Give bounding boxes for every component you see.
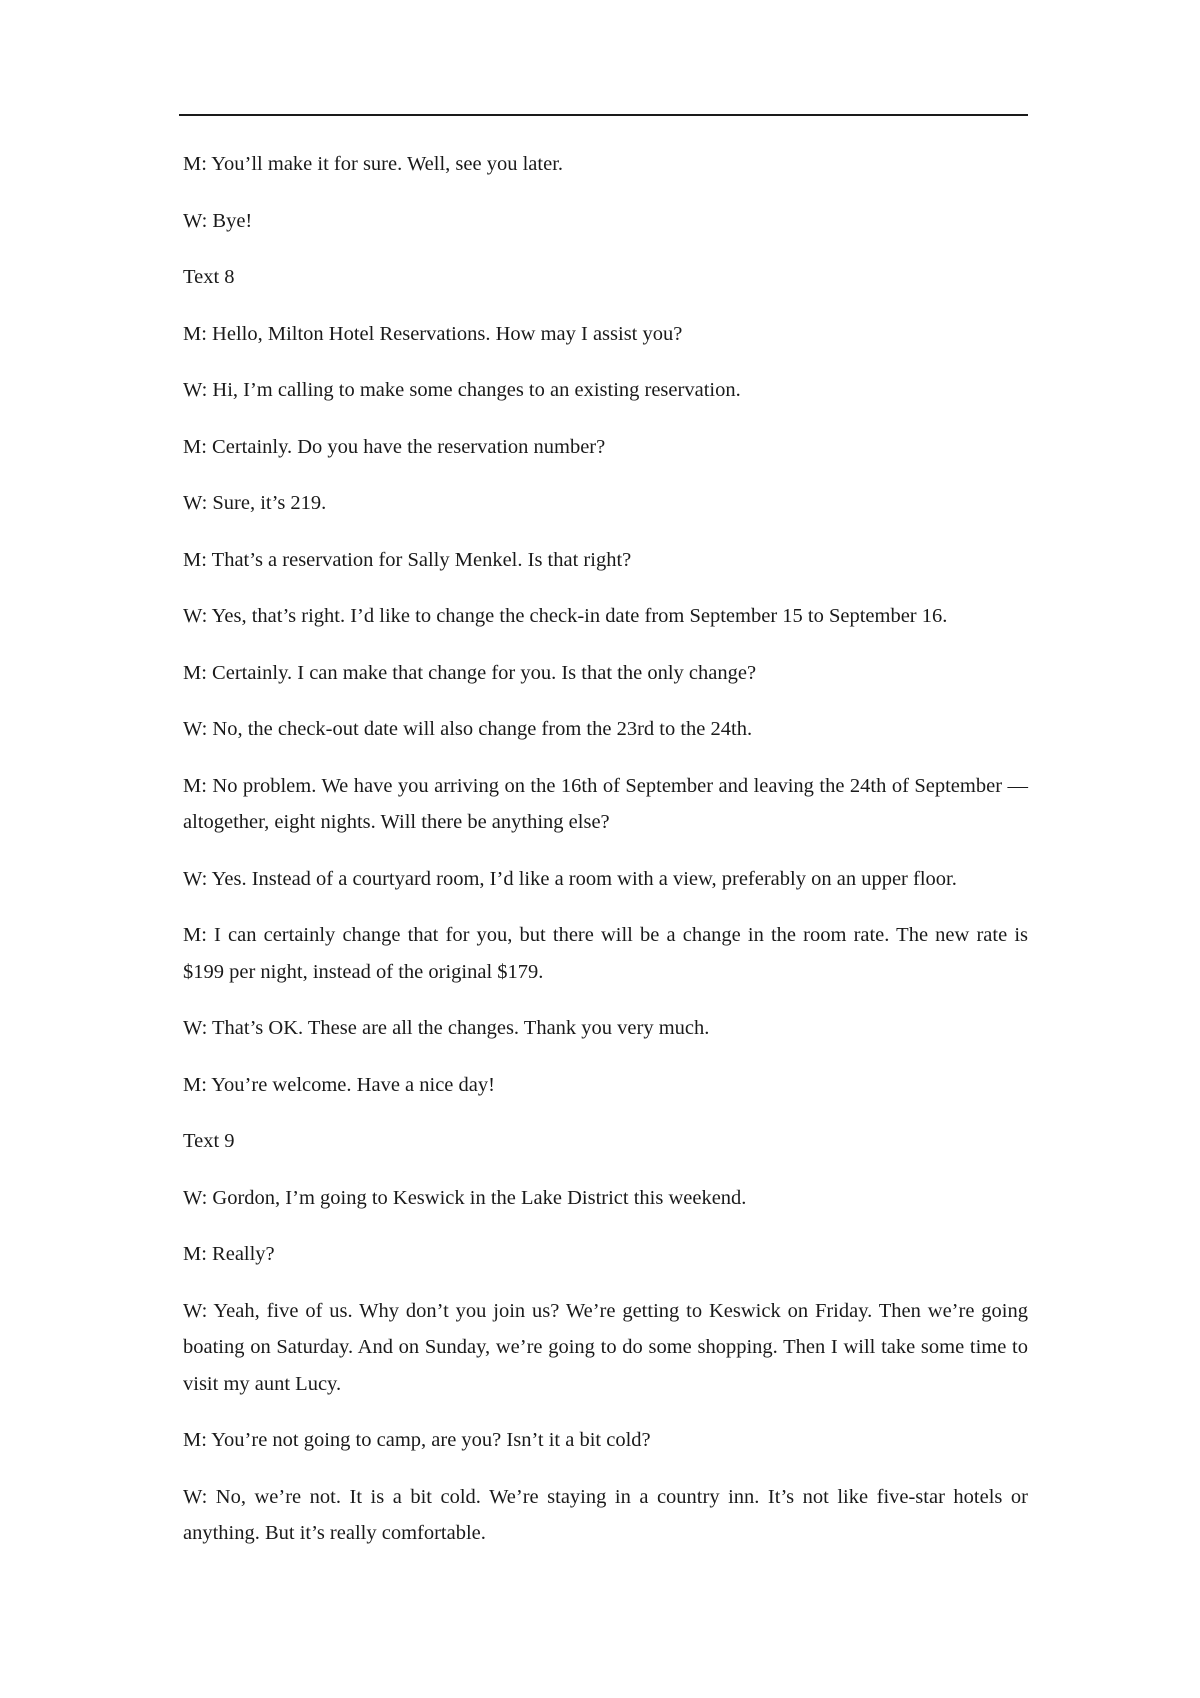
dialogue-line: M: You’re not going to camp, are you? Isn’t it a bit cold? — [183, 1429, 651, 1451]
dialogue-line: M: Really? — [183, 1243, 275, 1265]
dialogue-line: M: You’ll make it for sure. Well, see you later. — [183, 153, 564, 175]
dialogue-line: W: No, the check-out date will also change from the 23rd to the 24th. — [183, 718, 753, 740]
dialogue-line: M: Certainly. Do you have the reservation number? — [183, 435, 606, 458]
dialogue-line: M: No problem. We have you arriving on the 16th of September and leaving the 24th of September — altogether, eight nights. Will there be anything else? — [183, 774, 1028, 833]
dialogue-line: W: Sure, it’s 219. — [183, 492, 327, 514]
dialogue-line: W: Yes. Instead of a courtyard room, I’d like a room with a view, preferably on an upper floor. — [183, 867, 957, 890]
dialogue-line: W: Yes, that’s right. I’d like to change the check-in date from September 15 to September 16. — [183, 605, 948, 627]
dialogue-line: M: You’re welcome. Have a nice day! — [183, 1073, 495, 1096]
dialogue-line: W: Yeah, five of us. Why don’t you join us? We’re getting to Keswick on Friday. Then we’re going boating on Saturday. And on Sunday, we’re going to do some shopping. Then I will take some time to visit my aunt Lucy. — [183, 1299, 1028, 1395]
dialogue-line: M: Hello, Milton Hotel Reservations. How may I assist you? — [183, 322, 683, 345]
dialogue-line: M: That’s a reservation for Sally Menkel. Is that right? — [183, 548, 632, 571]
dialogue-line: W: Hi, I’m calling to make some changes to an existing reservation. — [183, 379, 741, 401]
dialogue-line: W: That’s OK. These are all the changes. Thank you very much. — [183, 1017, 710, 1039]
dialogue-line: M: I can certainly change that for you, but there will be a change in the room rate. The new rate is $199 per night, instead of the original $179. — [183, 924, 1028, 983]
dialogue-line: M: Certainly. I can make that change for you. Is that the only change? — [183, 661, 757, 684]
transcript-body — [183, 146, 1028, 1572]
header-rule — [179, 114, 1028, 116]
section-heading: Text 9 — [183, 1130, 235, 1152]
dialogue-line: W: No, we’re not. It is a bit cold. We’re staying in a country inn. It’s not like five-star hotels or anything. But it’s really comfortable. — [183, 1485, 1028, 1544]
dialogue-line: W: Bye! — [183, 209, 253, 232]
section-heading: Text 8 — [183, 266, 235, 288]
dialogue-line: W: Gordon, I’m going to Keswick in the Lake District this weekend. — [183, 1186, 747, 1209]
